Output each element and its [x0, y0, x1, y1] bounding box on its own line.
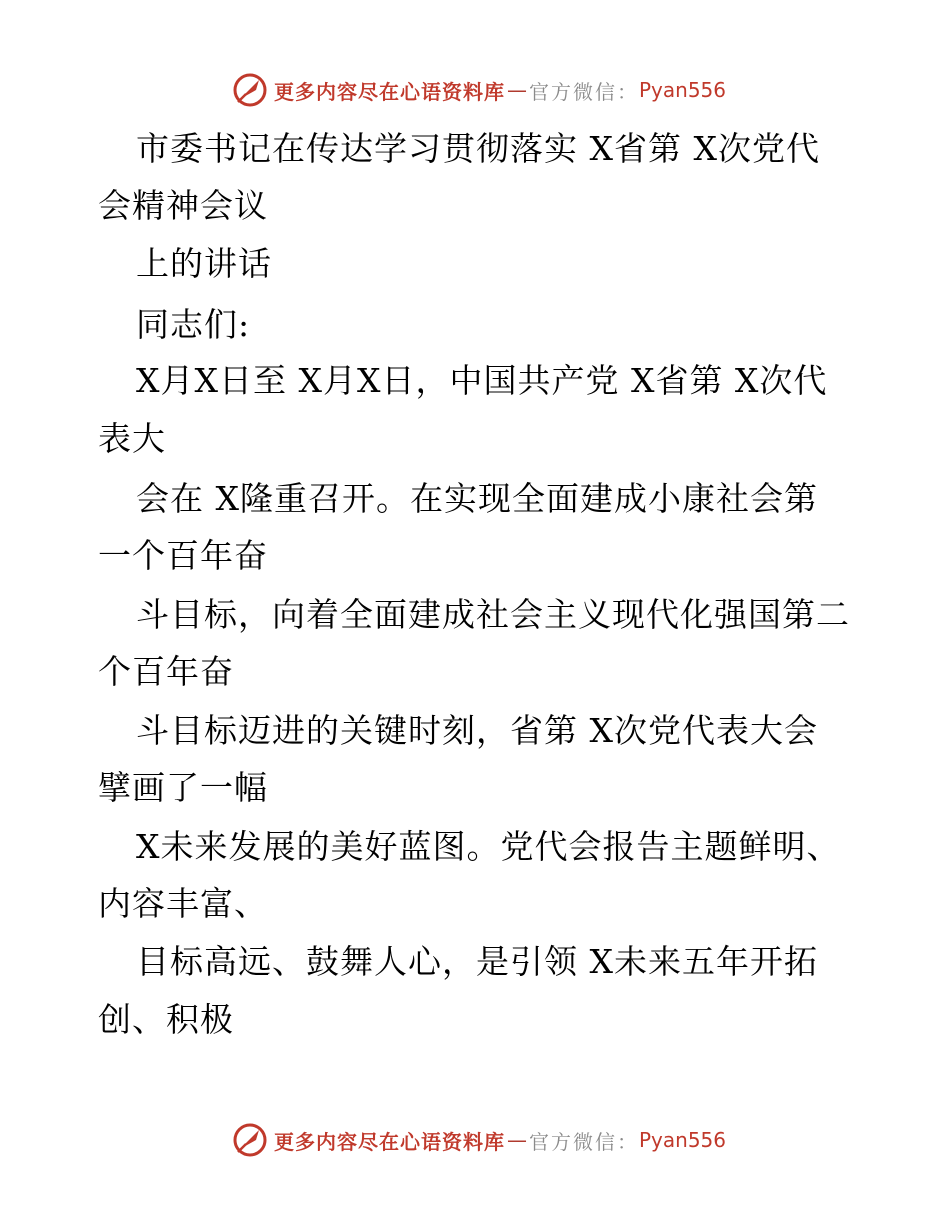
- quill-circle-logo-icon: [232, 72, 268, 108]
- paragraph-line: 个百年奋: [98, 652, 234, 691]
- paragraph-line: 斗目标迈进的关键时刻，省第 X次党代表大会: [136, 711, 818, 750]
- document-title-line-1: 市委书记在传达学习贯彻落实 X省第 X次党代: [136, 129, 820, 168]
- paragraph-line: 表大: [98, 419, 166, 458]
- banner-dash: —: [507, 1128, 527, 1152]
- document-title-line-2: 会精神会议: [98, 186, 268, 225]
- paragraph-line: 擘画了一幅: [98, 768, 268, 807]
- site-name: 更多内容尽在心语资料库: [274, 1129, 505, 1154]
- site-name: 更多内容尽在心语资料库: [274, 79, 505, 104]
- wechat-id: Pyan556: [639, 78, 727, 102]
- footer-watermark-banner: [232, 1120, 726, 1160]
- header-watermark-banner: [232, 70, 726, 110]
- wechat-label: 官方微信：: [529, 79, 639, 104]
- wechat-label: 官方微信：: [529, 1129, 639, 1154]
- paragraph-line: 内容丰富、: [98, 884, 268, 923]
- paragraph-line: 会在 X隆重召开。在实现全面建成小康社会第: [136, 479, 818, 518]
- paragraph-line: X月X日至 X月X日，中国共产党 X省第 X次代: [136, 361, 828, 400]
- quill-circle-logo-icon: [232, 1122, 268, 1158]
- paragraph-line: 创、积极: [98, 1000, 234, 1039]
- document-title-line-3: 上的讲话: [136, 244, 272, 283]
- paragraph-line: X未来发展的美好蓝图。党代会报告主题鲜明、: [136, 827, 841, 866]
- banner-dash: —: [507, 78, 527, 102]
- wechat-id: Pyan556: [639, 1128, 727, 1152]
- paragraph-line: 目标高远、鼓舞人心，是引领 X未来五年开拓: [136, 942, 818, 981]
- paragraph-line: 一个百年奋: [98, 536, 268, 575]
- salutation: 同志们:: [136, 305, 251, 344]
- paragraph-line: 斗目标，向着全面建成社会主义现代化强国第二: [136, 595, 850, 634]
